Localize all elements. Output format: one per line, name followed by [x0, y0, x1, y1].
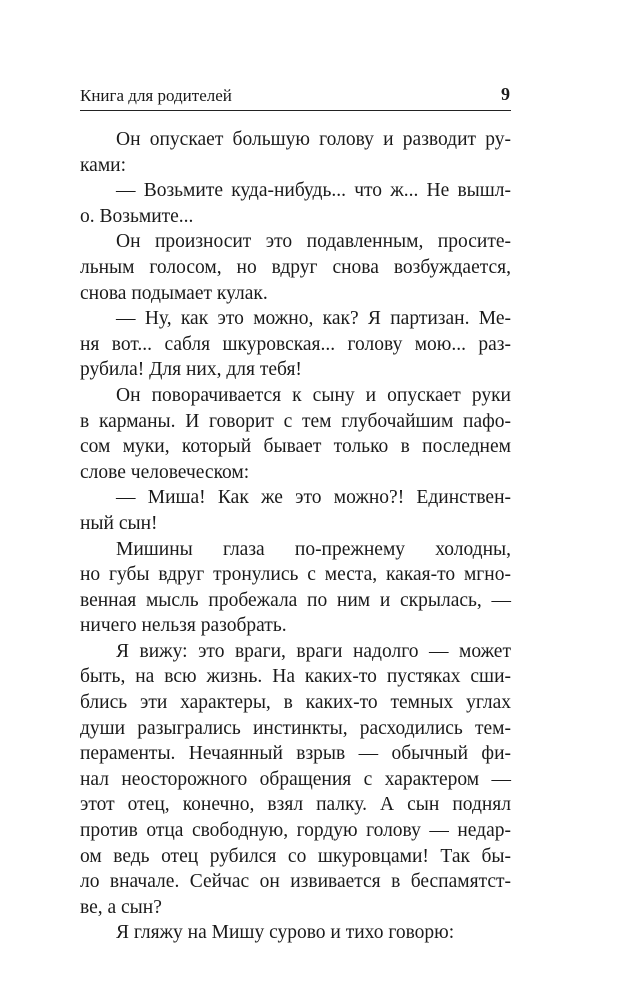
text-line-28: против отца свободную, гордую голову — недар-	[80, 820, 511, 842]
text-line-14: слове человеческом:	[80, 461, 250, 483]
text-line-12: в карманы. И говорит с тем глубочайшим пафо-	[80, 410, 511, 432]
page-header	[80, 82, 511, 111]
text-line-18: но губы вдруг тронулись с места, какая-то мгно-	[80, 564, 511, 586]
text-line-4: о. Возьмите...	[80, 205, 194, 227]
text-line-10: рубила! Для них, для тебя!	[80, 359, 302, 381]
text-line-1: Он опускает большую голову и разводит ру-	[116, 129, 511, 150]
text-line-11: Он поворачивается к сыну и опускает руки	[116, 384, 511, 406]
text-line-29: ом ведь отец рубился со шкуровцами! Так бы-	[80, 845, 511, 867]
text-line-19: венная мысль пробежала по ним и скрылась, —	[80, 589, 511, 611]
page-number: 9	[501, 84, 510, 104]
text-line-31: ве, а сын?	[80, 896, 162, 918]
text-line-30: ло вначале. Сейчас он извивается в беспамятст-	[80, 871, 511, 893]
text-line-8: — Ну, как это можно, как? Я партизан. Ме-	[116, 308, 511, 330]
text-line-26: нал неосторожного обращения с характером —	[80, 768, 511, 790]
text-line-2: ками:	[80, 154, 127, 176]
body-text	[80, 127, 511, 946]
text-line-3: — Возьмите куда-нибудь... что ж... Не вышл-	[116, 180, 511, 202]
text-line-6: льным голосом, но вдруг снова возбуждается,	[80, 256, 511, 278]
running-title: Книга для родителей	[80, 86, 232, 105]
text-line-13: сом муки, который бывает только в последнем	[80, 436, 511, 458]
text-line-25: пераменты. Нечаянный взрыв — обычный фи-	[80, 743, 511, 765]
text-line-21: Я вижу: это враги, враги надолго — может	[116, 640, 511, 662]
text-line-23: блись эти характеры, в каких-то темных углах	[80, 692, 511, 714]
text-line-22: быть, на всю жизнь. На каких-то пустяках сши-	[80, 666, 511, 688]
text-line-17: Мишины глаза по-прежнему холодны,	[116, 538, 511, 560]
text-line-15: — Миша! Как же это можно?! Единствен-	[116, 487, 511, 509]
text-line-5: Он произносит это подавленным, просите-	[116, 231, 511, 253]
text-line-16: ный сын!	[80, 512, 158, 534]
text-line-24: души разыгрались инстинкты, расходились тем-	[80, 717, 511, 739]
text-line-20: ничего нельзя разобрать.	[80, 615, 287, 637]
text-line-27: этот отец, конечно, взял палку. А сын поднял	[80, 794, 511, 816]
text-line-7: снова подымает кулак.	[80, 282, 268, 304]
text-line-9: ня вот... сабля шкуровская... голову мою... раз-	[80, 333, 511, 355]
text-line-32: Я гляжу на Мишу сурово и тихо говорю:	[116, 922, 455, 944]
